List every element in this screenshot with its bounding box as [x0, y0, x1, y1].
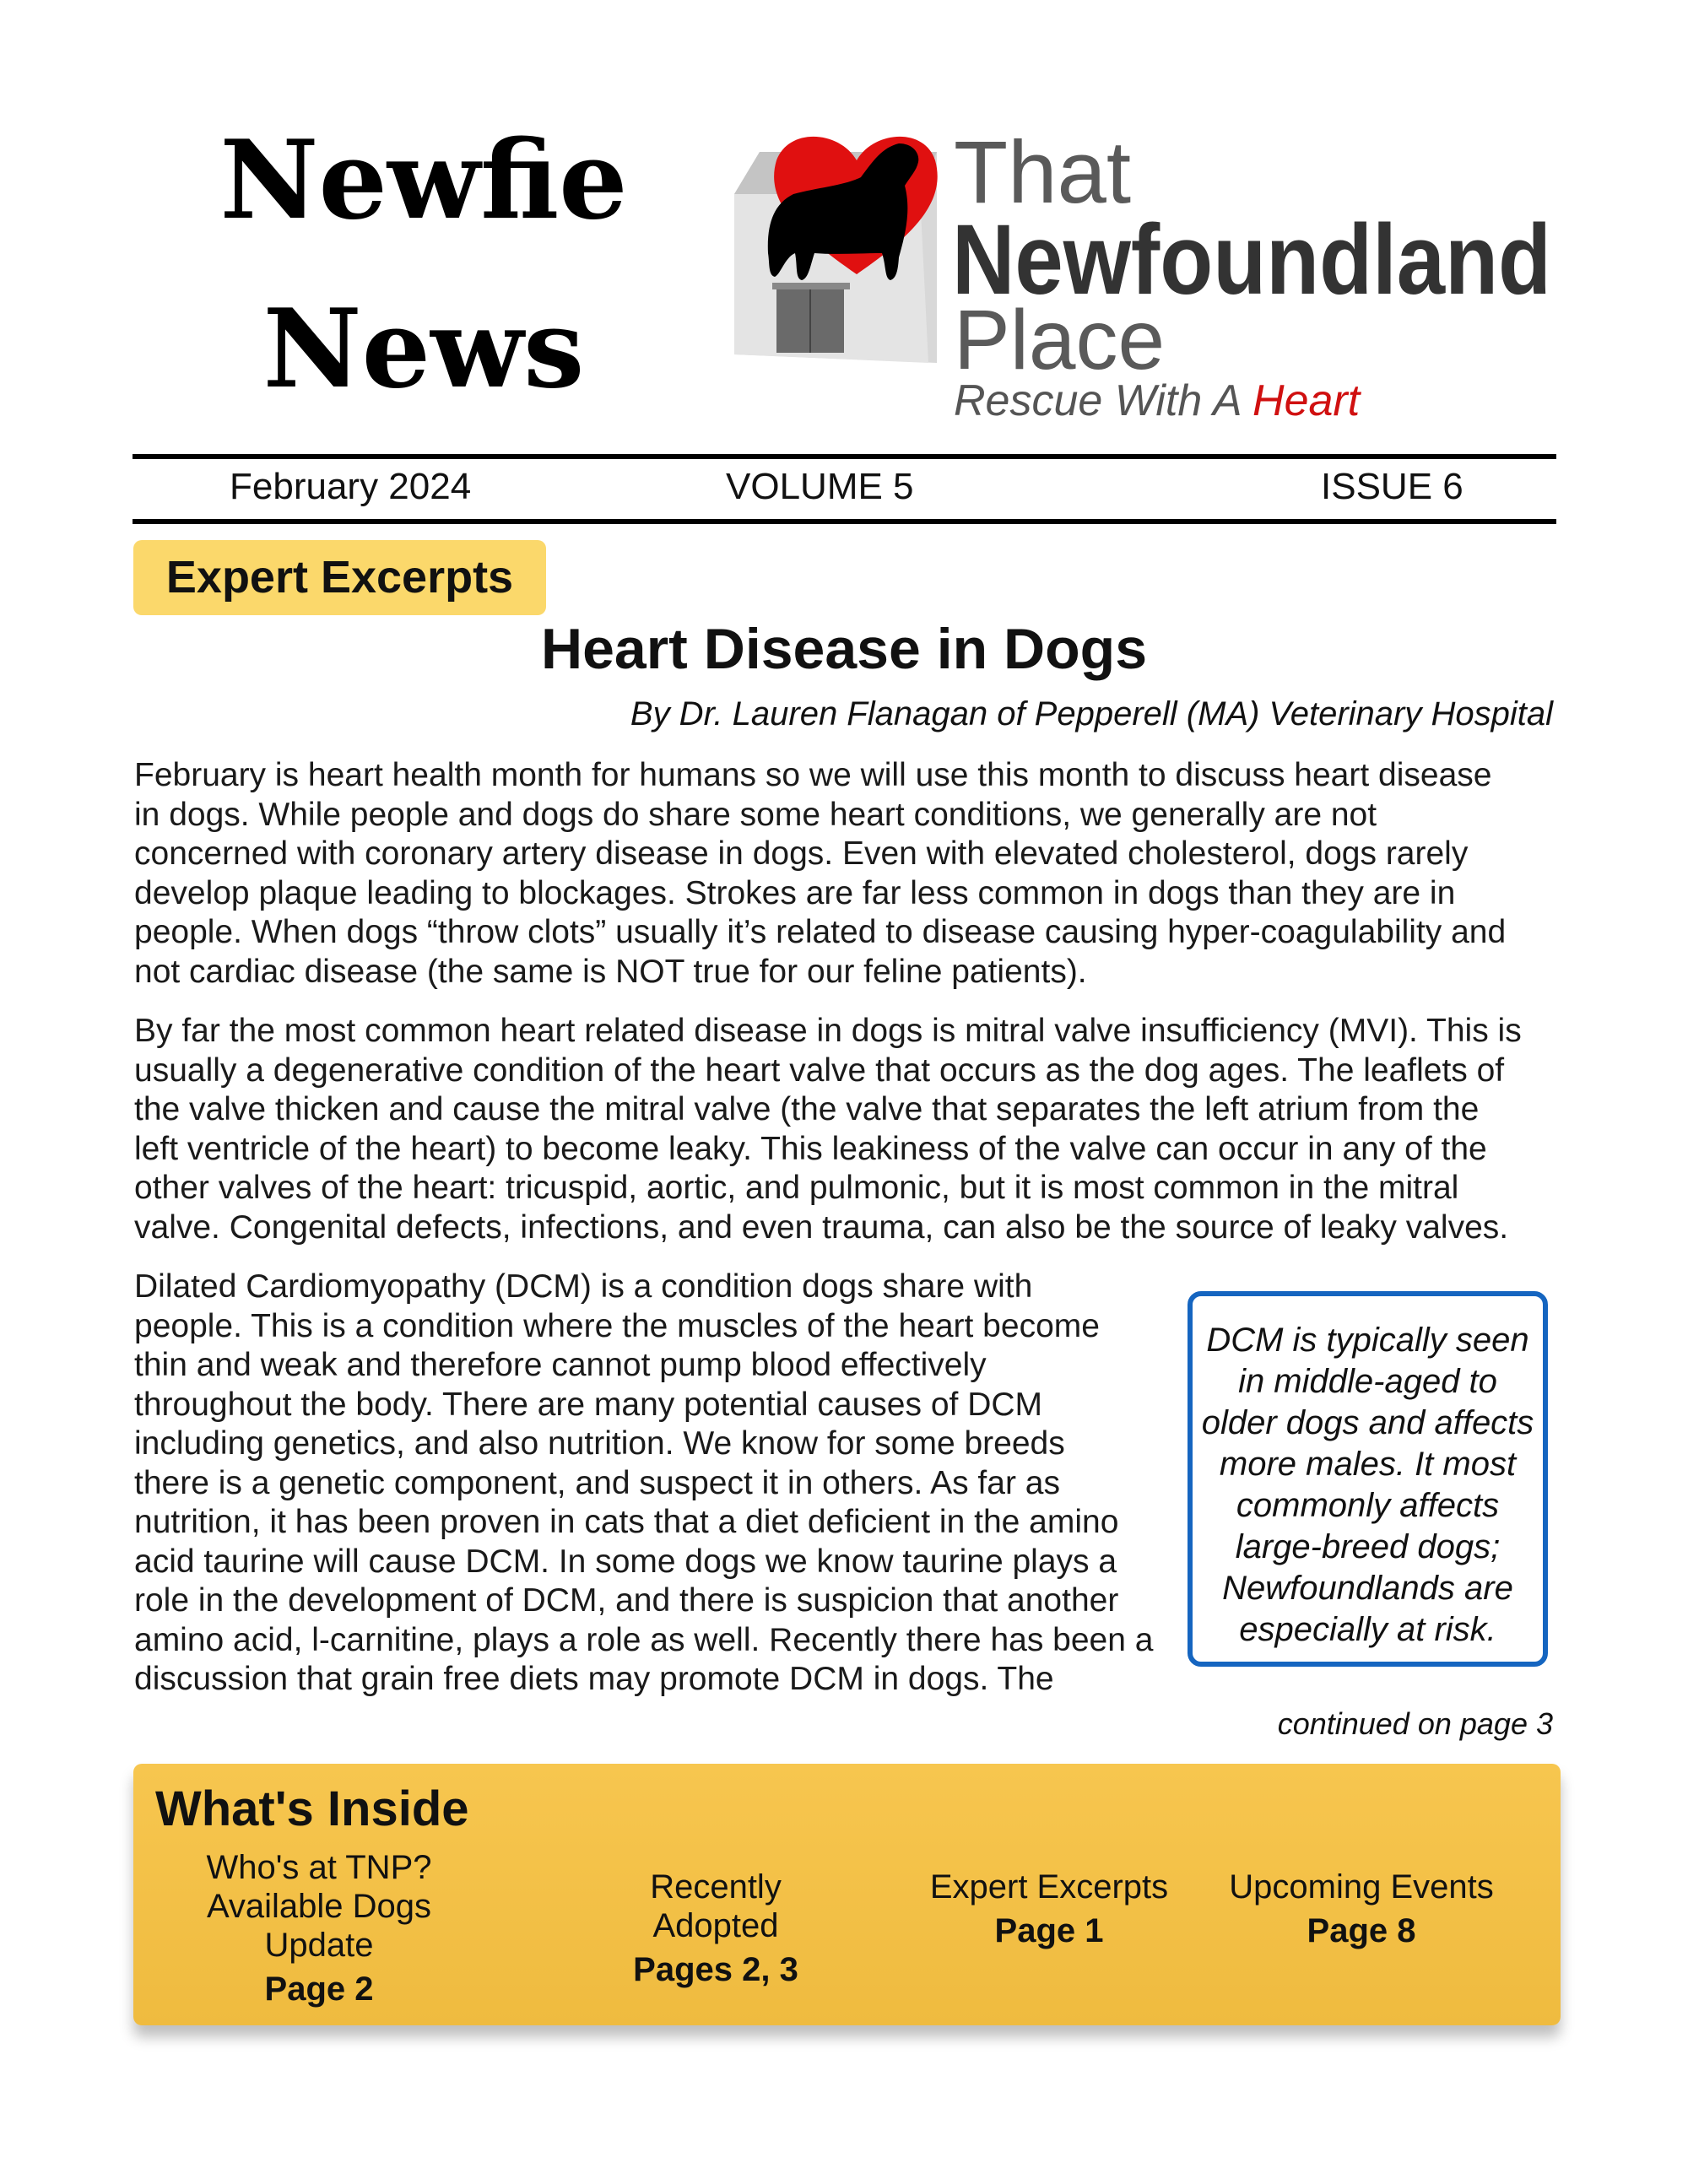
article-byline: By Dr. Lauren Flanagan of Pepperell (MA) Veterinary Hospital	[630, 695, 1553, 733]
toc-item-recently-adopted[interactable]	[589, 1868, 842, 1989]
logo	[717, 118, 1561, 430]
text-line: amino acid, l-carnitine, plays a role as well. Recently there has been a	[134, 1621, 1154, 1658]
issue-number: ISSUE 6	[1321, 466, 1463, 507]
quote-line: DCM is typically seen	[1206, 1322, 1529, 1359]
logo-place: Place	[954, 293, 1166, 387]
text-line: valve. Congenital defects, infections, and even trauma, can also be the source of leaky valves.	[134, 1208, 1509, 1246]
text-line: left ventricle of the heart) to become leaky. This leakiness of the valve can occur in any of the	[134, 1130, 1487, 1167]
issue-volume: VOLUME 5	[726, 466, 914, 507]
text-line: Dilated Cardiomyopathy (DCM) is a condition dogs share with	[134, 1268, 1033, 1305]
text-line: including genetics, and also nutrition. We know for some breeds	[134, 1425, 1065, 1462]
paragraph-1	[134, 756, 1506, 992]
quote-line: especially at risk.	[1239, 1611, 1496, 1648]
text-line: acid taurine will cause DCM. In some dogs we know taurine plays a	[134, 1543, 1117, 1580]
toc-page: Pages 2, 3	[633, 1951, 798, 1988]
logo-tagline: Rescue With A	[954, 376, 1253, 425]
toc-item-whos-at-tnp[interactable]	[176, 1848, 463, 2008]
text-line: people. When dogs “throw clots” usually it’s related to disease causing hyper-coagulability and	[134, 914, 1507, 950]
quote-line: commonly affects	[1236, 1487, 1500, 1524]
paragraph-3	[134, 1268, 1153, 1700]
bottom-rule	[133, 519, 1556, 524]
toc-label: Recently Adopted	[650, 1868, 782, 1944]
masthead-line-1: Newfie	[219, 117, 628, 244]
toc-item-upcoming-events[interactable]	[1222, 1868, 1501, 1950]
toc-page: Page 2	[264, 1970, 374, 2008]
toc-item-expert-excerpts[interactable]	[922, 1868, 1176, 1950]
section-badge: Expert Excerpts	[133, 540, 546, 615]
text-line: nutrition, it has been proven in cats that a diet deficient in the amino	[134, 1504, 1119, 1540]
whats-inside-box	[133, 1764, 1561, 2025]
text-line: not cardiac disease (the same is NOT true for our feline patients).	[134, 953, 1087, 990]
text-line: throughout the body. There are many potential causes of DCM	[134, 1386, 1043, 1423]
quote-line: more males. It most	[1219, 1446, 1517, 1483]
whats-inside-title: What's Inside	[155, 1781, 469, 1836]
quote-line: older dogs and affects	[1201, 1404, 1534, 1441]
text-line: thin and weak and therefore cannot pump blood effectively	[134, 1347, 987, 1383]
text-line: usually a degenerative condition of the heart valve that occurs as the dog ages. The leaflets of	[134, 1051, 1505, 1089]
logo-that: That	[954, 123, 1132, 222]
logo-newfoundland: Newfoundland	[952, 204, 1551, 316]
text-line: there is a genetic component, and suspect it in others. As far as	[134, 1464, 1060, 1501]
text-line: concerned with coronary artery disease in dogs. Even with elevated cholesterol, dogs rarely	[134, 835, 1469, 872]
toc-label: Upcoming Events	[1229, 1868, 1494, 1906]
toc-label: Who's at TNP?	[206, 1849, 432, 1886]
text-line: in dogs. While people and dogs do share some heart conditions, we generally are not	[134, 796, 1377, 833]
text-line: discussion that grain free diets may promote DCM in dogs. The	[134, 1661, 1054, 1697]
issue-date: February 2024	[230, 466, 472, 507]
quote-line: Newfoundlands are	[1222, 1570, 1513, 1607]
paragraph-2	[134, 1012, 1522, 1247]
quote-line: in middle-aged to	[1238, 1363, 1497, 1400]
top-rule	[133, 454, 1556, 459]
masthead-line-2: News	[262, 286, 585, 413]
toc-page: Page 8	[1307, 1912, 1416, 1949]
text-line: role in the development of DCM, and there is suspicion that another	[134, 1582, 1119, 1619]
text-line: people. This is a condition where the muscles of the heart become	[134, 1307, 1100, 1344]
pull-quote	[1188, 1291, 1548, 1667]
text-line: other valves of the heart: tricuspid, aortic, and pulmonic, but it is most common in the mitral	[134, 1170, 1459, 1206]
logo-tagline-heart: Heart	[1252, 376, 1361, 425]
continued-note: continued on page 3	[1277, 1706, 1553, 1741]
toc-label: Expert Excerpts	[929, 1868, 1169, 1906]
svg-text:Rescue With A Heart	[954, 376, 1362, 425]
text-line: February is heart health month for humans so we will use this month to discuss heart disease	[134, 757, 1492, 793]
toc-label: Available Dogs Update	[206, 1888, 432, 1964]
text-line: the valve thicken and cause the mitral valve (the valve that separates the left atrium from the	[134, 1091, 1480, 1127]
article-title: Heart Disease in Dogs	[540, 617, 1148, 681]
text-line: develop plaque leading to blockages. Strokes are far less common in dogs than they are in	[134, 874, 1456, 911]
toc-page: Page 1	[994, 1912, 1104, 1949]
quote-line: large-breed dogs;	[1235, 1528, 1501, 1565]
text-line: By far the most common heart related disease in dogs is mitral valve insufficiency (MVI). This is	[134, 1013, 1522, 1049]
